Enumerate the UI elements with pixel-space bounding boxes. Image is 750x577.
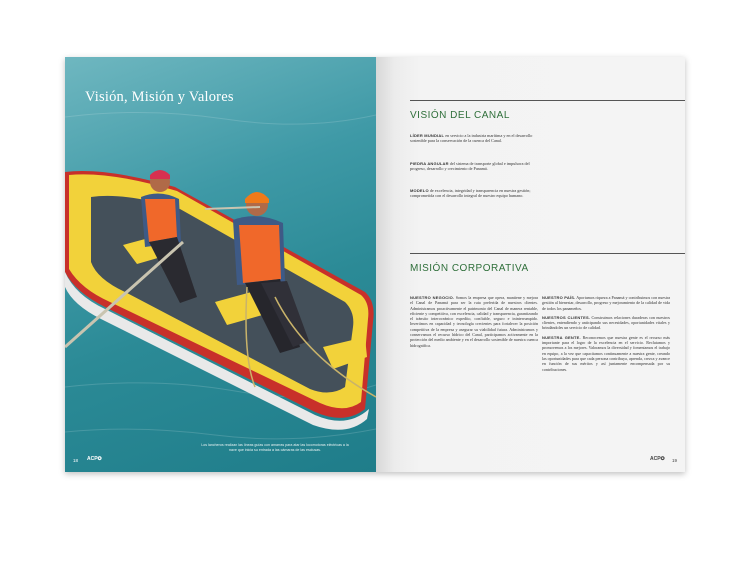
mision-column-1 xyxy=(410,295,538,348)
mision-term: NUESTRO NEGOCIO. xyxy=(410,295,455,300)
vision-term: LÍDER MUNDIAL xyxy=(410,133,445,138)
mision-item xyxy=(542,295,670,311)
mision-title: MISIÓN CORPORATIVA xyxy=(410,263,529,274)
vision-text: del sistema de transporte global e impulsora del progreso, desarrollo y crecimiento de Panamá. xyxy=(410,161,530,172)
top-rule xyxy=(410,100,685,101)
acp-logo: ACP✪ xyxy=(650,456,665,462)
brochure-spread xyxy=(65,57,685,472)
vision-title: VISIÓN DEL CANAL xyxy=(410,110,510,121)
right-page-number: 19 xyxy=(672,458,678,463)
left-page-number: 18 xyxy=(73,458,79,463)
photo-caption: Los lancheros realizan las líneas guías con amarras para atar las locomotoras eléctricas a la nave que inicia su entrada a las cámaras de las esclusas. xyxy=(201,443,349,452)
acp-logo: ACP✪ xyxy=(87,456,102,462)
vision-text: en servicio a la industria marítima y en el desarrollo sostenible para la conservación de la cuenca del Canal. xyxy=(410,133,533,144)
vision-item xyxy=(410,133,543,144)
mision-text: Aportamos riqueza a Panamá y contribuimos con nuestra gestión al bienestar, desarrollo, progreso y mejoramiento de la calidad de vida de todos los panameños. xyxy=(542,295,671,311)
vision-term: MODELO xyxy=(410,188,429,193)
boat-photo xyxy=(65,57,376,472)
left-page-photo xyxy=(65,57,376,472)
mision-item xyxy=(542,335,670,372)
right-page xyxy=(376,57,685,472)
mision-term: NUESTRO PAÍS. xyxy=(542,295,576,300)
mision-column-2 xyxy=(542,295,670,372)
mision-text: Construimos relaciones duraderas con nuestros clientes, entendiendo y anticipando sus necesidades, oportunidades vitales y brindándoles un servicio de calidad. xyxy=(542,314,670,331)
page-title: Visión, Misión y Valores xyxy=(85,89,234,105)
vision-text: de excelencia, integridad y transparencia en nuestra gestión; comprometida con el desarrollo integral de nuestro equipo humano. xyxy=(410,188,531,199)
vision-item xyxy=(410,188,543,199)
mision-term: NUESTROS CLIENTES. xyxy=(542,314,591,320)
vision-term: PIEDRA ANGULAR xyxy=(410,161,449,166)
vision-item xyxy=(410,161,543,172)
mision-item xyxy=(542,315,670,331)
mision-text: Somos la empresa que opera, mantiene y mejora el Canal de Panamá para ser la ruta preferida de nuestros clientes. Administramos proactivamente el patrimonio del Canal de manera rentable, eficiente y competitiva, con excelencia, calidad y transparencia, garantizando el tránsito interoceánico expedito, confiable, seguro e ininterrumpido. Invertimos en capacidad y tecnología crecientes para fortalecer la posición competitiva de la empresa y asegurar su viabilidad futura. Administramos y conservamos el recurso hídrico del Canal, participamos activamente en la protección del medio ambiente y en el desarrollo sostenible de nuestra cuenca hidrográfica. xyxy=(410,295,539,348)
middle-rule xyxy=(410,253,685,254)
mision-term: NUESTRA GENTE. xyxy=(542,334,581,340)
mision-text: Reconocemos que nuestra gente es el recurso más importante para el logro de la excelencia en el servicio. Reclutamos y promovemos a los mejores. Valoramos la diversidad y fomentamos el trabajo en equipo, a la vez que capacitamos continuamente a nuestra gente, creando las oportunidades para que cada persona contribuya, aprenda, crezca y avance en función de sus méritos y así juntamente encompensada por su contribuciones. xyxy=(542,334,670,372)
